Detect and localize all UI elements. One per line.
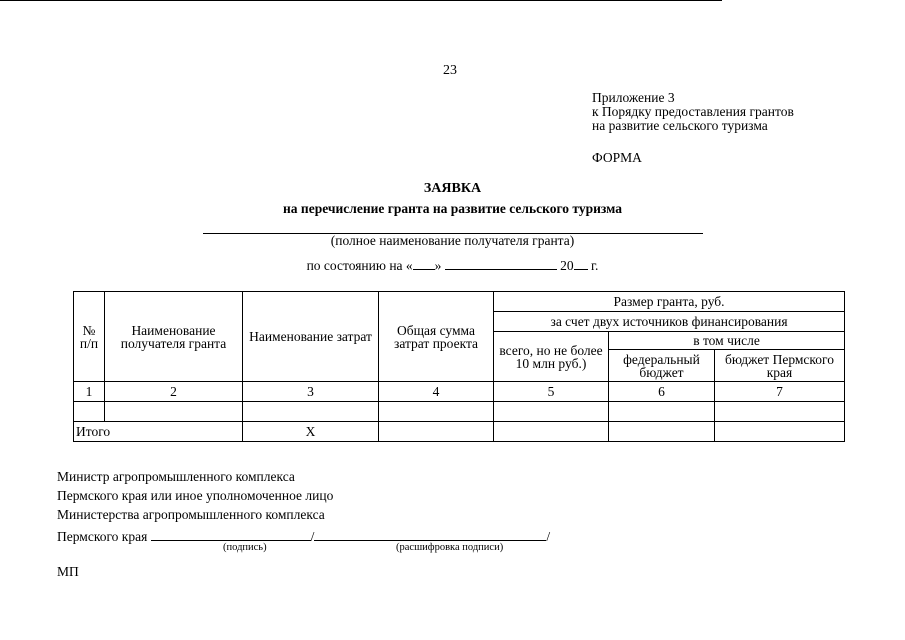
empty-cell [715,402,845,422]
document-title: ЗАЯВКА [423,181,482,196]
signature-slash-1: / [310,529,315,544]
grant-table [73,291,845,442]
index-cell: 5 [494,382,609,402]
header-grant-size: Размер гранта, руб. [494,292,845,312]
signatory-line-1: Министр агропромышленного комплекса [57,469,295,484]
empty-cell [609,422,715,442]
appendix-line-3: на развитие сельского туризма [592,118,768,133]
recipient-name-caption: (полное наименование получателя гранта) [330,233,575,248]
signature-blank [151,528,311,541]
header-costs: Наименование затрат [243,292,379,382]
total-label: Итого [74,422,243,442]
as-of-suffix: г. [591,258,599,273]
empty-cell [379,422,494,442]
header-federal: федеральный бюджет [609,350,715,382]
empty-cell [105,402,243,422]
signatory-line-2: Пермского края или иное уполномоченное лицо [57,488,334,503]
header-regional: бюджет Пермского края [715,350,845,382]
page-number: 23 [443,63,457,78]
signature-slash-2: / [546,529,551,544]
empty-cell [379,402,494,422]
empty-data-row [74,402,845,422]
appendix-line-2: к Порядку предоставления грантов [592,104,794,119]
header-num: № п/п [74,292,105,382]
header-including: в том числе [609,332,845,350]
stamp-label: МП [57,564,79,579]
total-costs-mark: Х [243,422,379,442]
index-cell: 2 [105,382,243,402]
form-label: ФОРМА [592,150,642,165]
as-of-prefix: по состоянию на « [306,258,413,273]
signature-caption: (подпись) [223,542,267,553]
empty-cell [715,422,845,442]
empty-cell [494,402,609,422]
page-top-border [0,0,722,1]
signatory-line-4: Пермского края [57,529,148,544]
empty-cell [609,402,715,422]
decode-caption: (расшифровка подписи) [396,542,504,553]
as-of-mid: » [434,258,442,273]
empty-cell [74,402,105,422]
year-prefix: 20 [560,258,574,273]
appendix-line-1: Приложение 3 [592,90,675,105]
index-cell: 7 [715,382,845,402]
month-blank [445,257,557,270]
empty-cell [243,402,379,422]
signatory-line-3: Министерства агропромышленного комплекса [57,507,325,522]
index-cell: 3 [243,382,379,402]
index-cell: 1 [74,382,105,402]
index-row [74,382,845,402]
year-blank [574,257,588,270]
document-subtitle: на перечисление гранта на развитие сельского туризма [283,201,622,216]
empty-cell [494,422,609,442]
header-total-max: всего, но не более 10 млн руб.) [494,332,609,382]
header-recipient: Наименование получателя гранта [105,292,243,382]
index-cell: 4 [379,382,494,402]
as-of-date-line [0,257,905,274]
total-row [74,422,845,442]
name-decode-blank [314,528,546,541]
appendix-header [592,91,794,133]
index-cell: 6 [609,382,715,402]
header-two-sources: за счет двух источников финансирования [494,312,845,332]
header-total-costs: Общая сумма затрат проекта [379,292,494,382]
day-blank [413,257,435,270]
